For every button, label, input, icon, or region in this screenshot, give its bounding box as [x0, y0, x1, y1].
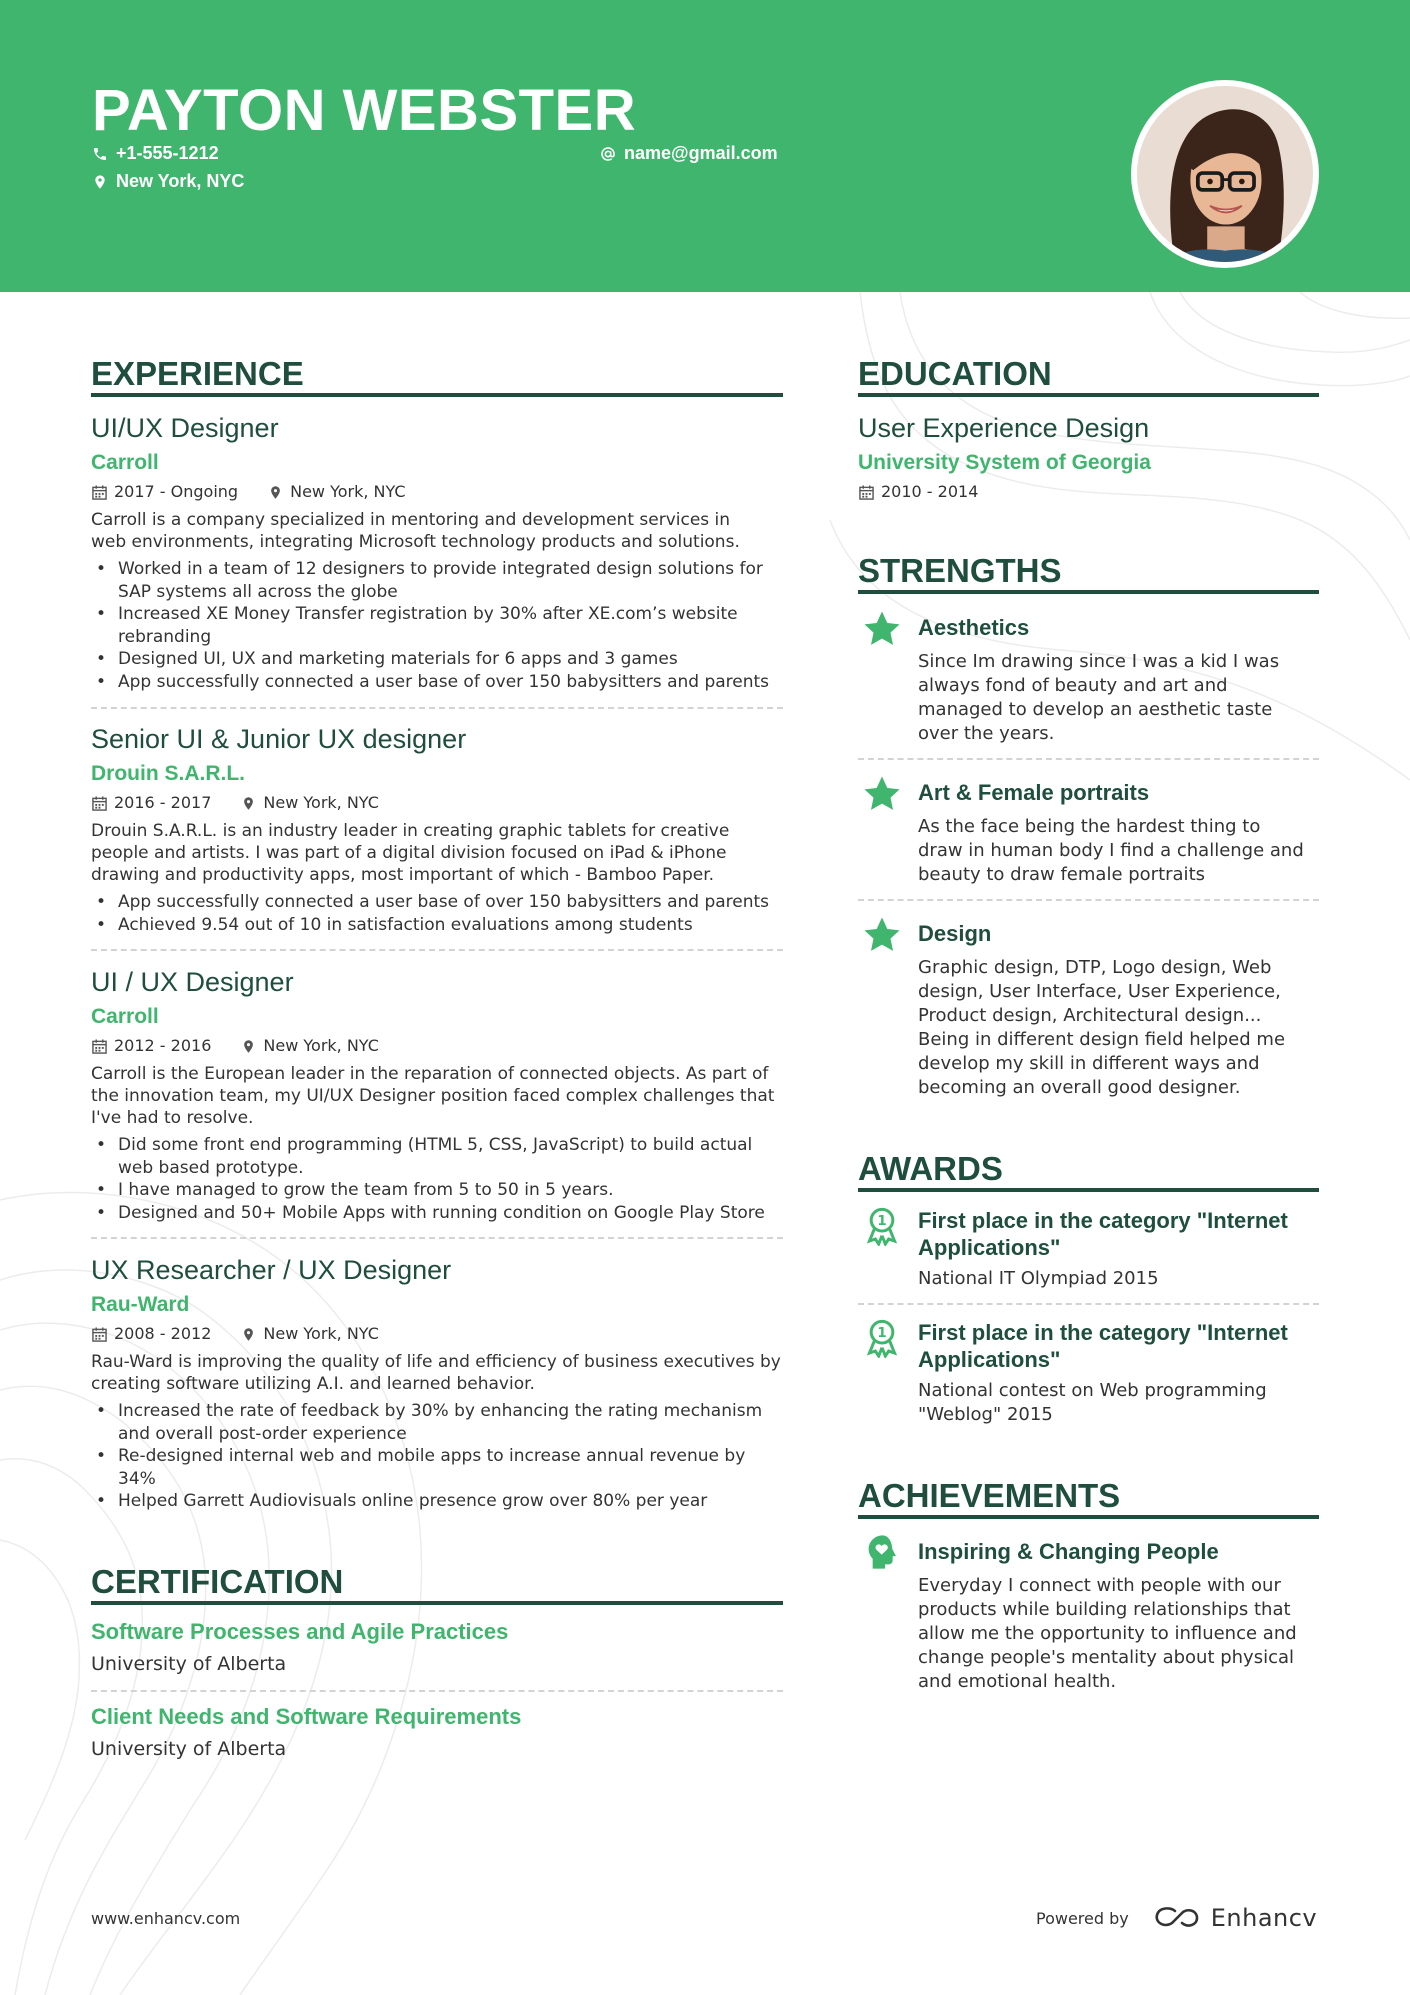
brand-name: Enhancv — [1210, 1904, 1318, 1932]
job-bullets — [91, 891, 781, 936]
education-heading: EDUCATION — [858, 355, 1052, 392]
profile-photo — [1131, 80, 1319, 268]
award-ribbon-icon — [862, 1318, 902, 1358]
map-pin-icon — [241, 1327, 256, 1342]
map-pin-icon — [92, 174, 108, 190]
calendar-icon — [92, 485, 107, 500]
strength-title: Aesthetics — [918, 615, 1030, 640]
awards-rule — [858, 1188, 1319, 1192]
location-contact — [92, 171, 244, 192]
cert-org: University of Alberta — [91, 1738, 287, 1760]
job-role: UX Researcher / UX Designer — [91, 1255, 452, 1285]
star-icon — [862, 609, 902, 649]
strength-description: Graphic design, DTP, Logo design, Web design, User Interface, User Experience, Product design, Architectural design... Being in different design field helped me develop my skill in different ways and becoming an overall good designer. — [918, 957, 1286, 1098]
job-location: New York, NYC — [263, 793, 379, 812]
star-icon — [862, 774, 902, 814]
job-meta — [92, 793, 409, 813]
award-title: First place in the category "Internet Applications" — [918, 1320, 1288, 1372]
education-school: University System of Georgia — [858, 451, 1151, 474]
divider — [858, 899, 1319, 901]
job-role: UI / UX Designer — [91, 967, 294, 997]
list-item: • Helped Garrett Audiovisuals online presence grow over 80% per year — [91, 1490, 781, 1513]
strength-description: Since Im drawing since I was a kid I was always fond of beauty and art and managed to develop an aesthetic taste over the years. — [918, 651, 1280, 744]
award-description: National contest on Web programming "Weblog" 2015 — [918, 1380, 1267, 1425]
job-dates: 2012 - 2016 — [114, 1036, 212, 1055]
award-ribbon-icon — [862, 1206, 902, 1246]
award-description: National IT Olympiad 2015 — [918, 1268, 1159, 1289]
list-item: • I have managed to grow the team from 5 to 50 in 5 years. — [91, 1179, 781, 1202]
candidate-name: PAYTON WEBSTER — [92, 78, 637, 143]
location-text: New York, NYC — [116, 171, 245, 191]
strength-description: As the face being the hardest thing to draw in human body I find a challenge and beauty to draw female portraits — [918, 816, 1304, 885]
svg-text:1: 1 — [877, 1214, 887, 1230]
email-text: name@gmail.com — [624, 143, 778, 163]
job-dates: 2016 - 2017 — [114, 793, 212, 812]
job-role: Senior UI & Junior UX designer — [91, 724, 467, 754]
calendar-icon — [92, 796, 107, 811]
footer-website-link[interactable]: www.enhancv.com — [91, 1909, 241, 1928]
phone-text: +1-555-1212 — [116, 143, 219, 163]
experience-heading: EXPERIENCE — [91, 355, 304, 392]
job-description: Drouin S.A.R.L. is an industry leader in creating graphic tablets for creative people and artists. I was part of a digital division focused on iPad & iPhone drawing and productivity apps, most important of which - Bamboo Paper. — [91, 821, 730, 885]
job-bullets — [91, 1134, 781, 1224]
job-location: New York, NYC — [263, 1324, 379, 1343]
achievement-description: Everyday I connect with people with our products while building relationships that allow me the opportunity to influence and change people's mentality about physical and emotional health. — [918, 1575, 1297, 1692]
cert-title: Client Needs and Software Requirements — [91, 1704, 522, 1729]
awards-heading: AWARDS — [858, 1150, 1003, 1187]
certification-heading: CERTIFICATION — [91, 1563, 344, 1600]
job-company: Carroll — [91, 1005, 159, 1028]
job-bullets — [91, 1400, 781, 1513]
strength-title: Design — [918, 921, 992, 946]
email-contact[interactable] — [600, 143, 778, 164]
list-item: • Did some front end programming (HTML 5, CSS, JavaScript) to build actual web based prototype. — [91, 1134, 781, 1179]
footer-branding[interactable] — [1036, 1904, 1317, 1932]
list-item: • Re-designed internal web and mobile apps to increase annual revenue by 34% — [91, 1445, 781, 1490]
job-description: Carroll is a company specialized in mentoring and development services in web environments, integrating Microsoft technology products and solutions. — [91, 510, 740, 552]
job-meta — [92, 482, 436, 502]
divider — [858, 758, 1319, 760]
list-item: • Designed and 50+ Mobile Apps with running condition on Google Play Store — [91, 1202, 781, 1225]
job-meta — [92, 1324, 409, 1344]
strengths-heading: STRENGTHS — [858, 552, 1062, 589]
job-description: Carroll is the European leader in the reparation of connected objects. As part of the innovation team, my UI/UX Designer position faced complex challenges that I've had to resolve. — [91, 1064, 775, 1128]
list-item: • Achieved 9.54 out of 10 in satisfaction evaluations among students — [91, 914, 781, 937]
list-item: • Increased XE Money Transfer registration by 30% after XE.com’s website rebranding — [91, 603, 781, 648]
list-item: • App successfully connected a user base of over 150 babysitters and parents — [91, 671, 781, 694]
divider — [91, 949, 783, 951]
list-item: • Worked in a team of 12 designers to provide integrated design solutions for SAP systems all across the globe — [91, 558, 781, 603]
star-icon — [862, 915, 902, 955]
calendar-icon — [92, 1039, 107, 1054]
job-bullets — [91, 558, 781, 693]
phone-contact[interactable] — [92, 143, 219, 164]
job-role: UI/UX Designer — [91, 413, 279, 443]
calendar-icon — [92, 1327, 107, 1342]
cert-title: Software Processes and Agile Practices — [91, 1619, 509, 1644]
achievement-title: Inspiring & Changing People — [918, 1539, 1219, 1564]
divider — [91, 707, 783, 709]
svg-text:1: 1 — [877, 1326, 887, 1342]
certification-rule — [91, 1601, 783, 1605]
achievements-heading: ACHIEVEMENTS — [858, 1477, 1121, 1514]
education-dates: 2010 - 2014 — [881, 482, 979, 501]
map-pin-icon — [241, 1039, 256, 1054]
divider — [91, 1237, 783, 1239]
achievements-rule — [858, 1515, 1319, 1519]
list-item: • App successfully connected a user base of over 150 babysitters and parents — [91, 891, 781, 914]
powered-by-label: Powered by — [1036, 1908, 1129, 1928]
job-meta — [92, 1036, 409, 1056]
job-company: Drouin S.A.R.L. — [91, 762, 245, 785]
enhancv-logo-icon — [1153, 1905, 1201, 1931]
job-dates: 2017 - Ongoing — [114, 482, 239, 501]
strength-title: Art & Female portraits — [918, 780, 1150, 805]
job-company: Carroll — [91, 451, 159, 474]
job-location: New York, NYC — [263, 1036, 379, 1055]
map-pin-icon — [268, 485, 283, 500]
strengths-rule — [858, 590, 1319, 594]
calendar-icon — [859, 485, 874, 500]
at-icon — [600, 146, 616, 162]
head-heart-icon — [862, 1532, 902, 1572]
phone-icon — [92, 146, 108, 162]
job-dates: 2008 - 2012 — [114, 1324, 212, 1343]
job-company: Rau-Ward — [91, 1293, 190, 1316]
education-degree: User Experience Design — [858, 413, 1150, 443]
cert-org: University of Alberta — [91, 1653, 287, 1675]
divider — [91, 1690, 783, 1692]
job-location: New York, NYC — [290, 482, 406, 501]
job-description: Rau-Ward is improving the quality of life and efficiency of business executives by creating software utilizing A.I. and learned behavior. — [91, 1352, 781, 1394]
divider — [858, 1303, 1319, 1305]
award-title: First place in the category "Internet Applications" — [918, 1208, 1288, 1260]
map-pin-icon — [241, 796, 256, 811]
list-item: • Designed UI, UX and marketing materials for 6 apps and 3 games — [91, 648, 781, 671]
education-meta — [859, 482, 1008, 502]
experience-rule — [91, 393, 783, 397]
list-item: • Increased the rate of feedback by 30% by enhancing the rating mechanism and overall post-order experience — [91, 1400, 781, 1445]
education-rule — [858, 393, 1319, 397]
